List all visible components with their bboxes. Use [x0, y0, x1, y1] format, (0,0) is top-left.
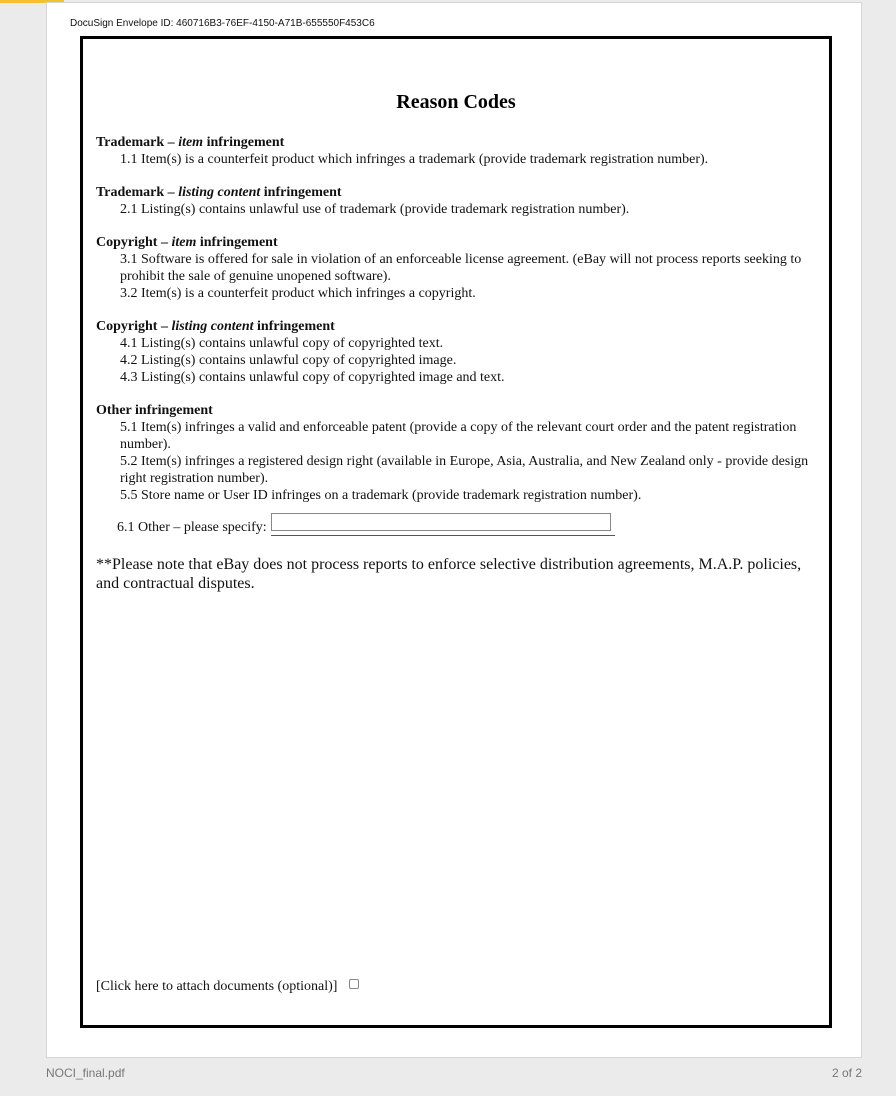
reason-code-item: 4.1 Listing(s) contains unlawful copy of copyrighted text.	[120, 336, 444, 351]
disclaimer-note: **Please note that eBay does not process reports to enforce selective distribution agreements, M.A.P. policies, and contractual disputes.	[96, 556, 802, 592]
section-copyright-item	[96, 234, 816, 302]
page-indicator: 2 of 2	[831, 1066, 862, 1080]
attach-documents-checkbox[interactable]	[349, 979, 359, 989]
reason-code-item: 4.2 Listing(s) contains unlawful copy of copyrighted image.	[120, 353, 457, 368]
attach-documents-link[interactable]: [Click here to attach documents (optional)]	[96, 979, 338, 994]
other-specify-field-wrap	[271, 513, 615, 536]
section-other-infringement	[96, 402, 816, 504]
reason-code-item: 1.1 Item(s) is a counterfeit product which infringes a trademark (provide trademark registration number).	[120, 152, 709, 167]
reason-code-item: 5.2 Item(s) infringes a registered design right (available in Europe, Asia, Australia, and New Zealand only - provide design right registration number).	[120, 454, 809, 486]
page-title: Reason Codes	[396, 91, 516, 113]
section-copyright-listing	[96, 318, 816, 386]
section-heading: Trademark – item infringement	[96, 135, 285, 150]
pdf-page	[46, 2, 862, 1058]
section-trademark-item	[96, 134, 816, 168]
section-heading: Copyright – item infringement	[96, 235, 278, 250]
section-heading: Trademark – listing content infringement	[96, 185, 342, 200]
reason-code-item: 3.1 Software is offered for sale in violation of an enforceable license agreement. (eBay will not process reports seeking to prohibit the sale of genuine unopened software).	[120, 252, 802, 284]
reason-code-sections	[96, 134, 816, 520]
reason-code-item: 2.1 Listing(s) contains unlawful use of trademark (provide trademark registration number).	[120, 202, 630, 217]
other-specify-row	[117, 513, 615, 536]
text-cursor	[82, 979, 83, 997]
envelope-id: DocuSign Envelope ID: 460716B3-76EF-4150-A71B-655550F453C6	[70, 18, 375, 29]
reason-code-item: 3.2 Item(s) is a counterfeit product which infringes a copyright.	[120, 286, 476, 301]
form-frame	[80, 36, 832, 1028]
attach-documents-row	[96, 979, 359, 995]
section-heading: Copyright – listing content infringement	[96, 319, 335, 334]
file-name: NOCI_final.pdf	[46, 1066, 125, 1080]
reason-code-item: 5.1 Item(s) infringes a valid and enforceable patent (provide a copy of the relevant court order and the patent registration number).	[120, 420, 797, 452]
reason-code-item: 5.5 Store name or User ID infringes on a trademark (provide trademark registration number).	[120, 488, 642, 503]
section-heading: Other infringement	[96, 403, 213, 418]
other-specify-label: 6.1 Other – please specify:	[117, 520, 267, 535]
section-trademark-listing	[96, 184, 816, 218]
other-specify-input[interactable]	[271, 513, 611, 531]
reason-code-item: 4.3 Listing(s) contains unlawful copy of copyrighted image and text.	[120, 370, 505, 385]
